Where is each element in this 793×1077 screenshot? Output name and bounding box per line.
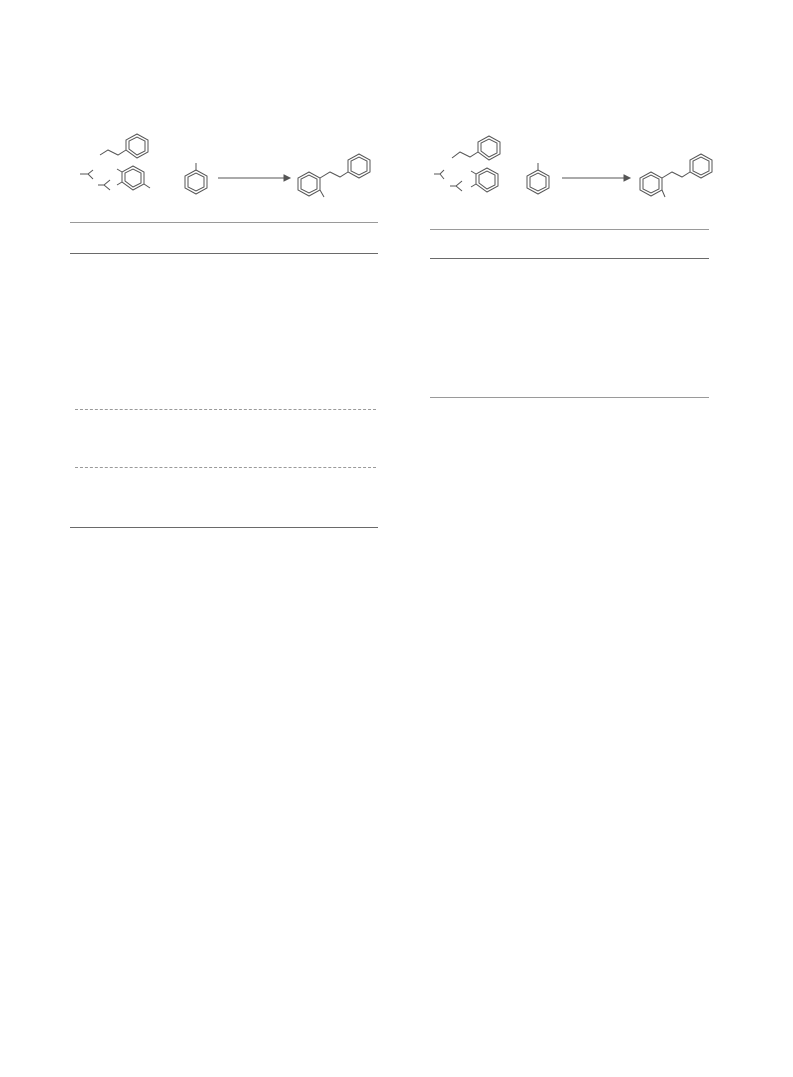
left-alkene-fragment-1 [80, 170, 93, 179]
left-table-top-rule [70, 222, 378, 223]
right-reaction-scheme [400, 0, 793, 220]
right-table-top-rule [430, 229, 709, 230]
right-reaction-arrow [562, 175, 630, 181]
left-reaction-panel [0, 0, 400, 540]
right-alkene-fragment-2 [450, 181, 462, 191]
left-table-header-rule [70, 253, 378, 254]
left-product [298, 154, 370, 197]
left-reaction-scheme [0, 0, 400, 220]
left-toluene-reactant [185, 163, 207, 194]
left-table-divider-1 [75, 409, 376, 410]
left-table-divider-2 [75, 467, 376, 468]
left-dimethylbenzene-reactant [117, 166, 150, 190]
right-product [640, 154, 712, 197]
right-table-bottom-rule [430, 397, 709, 398]
right-reaction-panel [400, 0, 793, 420]
right-table-header-rule [430, 258, 709, 259]
left-reaction-arrow [218, 175, 290, 181]
right-xylene-reactant [471, 168, 498, 192]
right-toluene-reactant [527, 163, 549, 194]
right-alkene-fragment-1 [434, 170, 444, 179]
left-phenethyl-reactant [100, 134, 148, 158]
left-table-bottom-rule [70, 527, 378, 528]
right-phenethyl-reactant [452, 136, 500, 160]
left-alkene-fragment-2 [98, 180, 110, 190]
